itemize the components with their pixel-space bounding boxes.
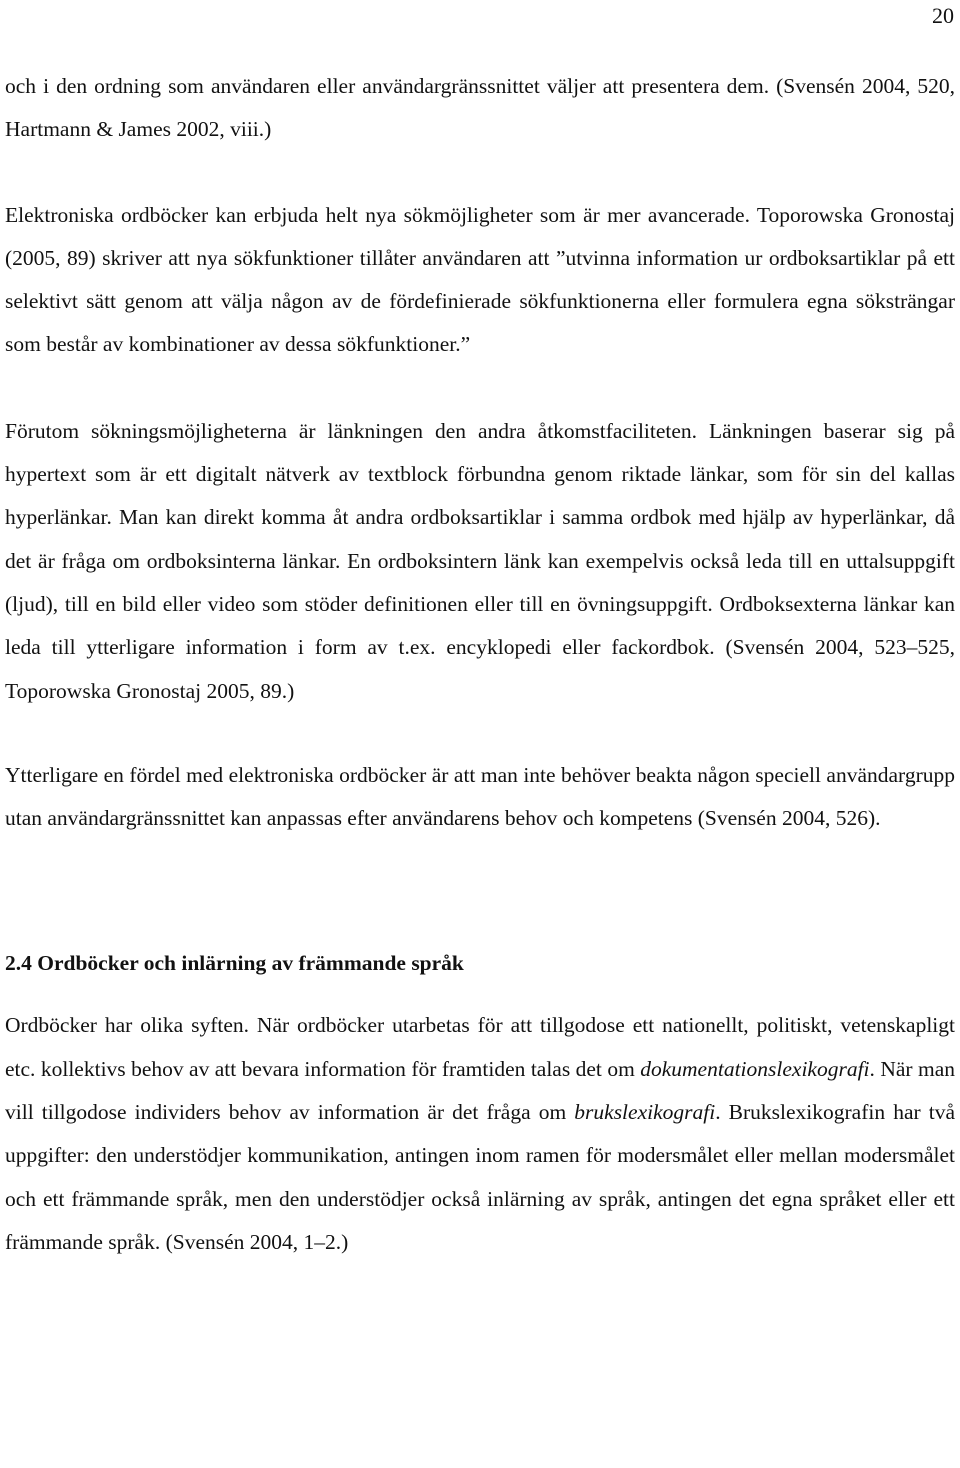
term-brukslexikografi: brukslexikografi [574,1100,716,1125]
paragraph-2: Elektroniska ordböcker kan erbjuda helt nya sökmöjligheter som är mer avancerade. Toporowska Gronostaj (2005, 89) skriver att nya sökfunktioner tillåter användaren att ”utvinna information ur ordboksartiklar på ett selektivt sätt genom att välja någon av de fördefinierade sökfunktionerna eller formulera egna söksträngar som består av kombinationer av dessa sökfunktioner.” [5,202,955,357]
page-number: 20 [932,3,954,28]
term-dokumentationslexikografi: dokumentationslexikografi [640,1056,870,1081]
paragraph-1: och i den ordning som användaren eller användargränssnittet väljer att presentera dem. (Svensén 2004, 520, Hartmann & James 2002, viii.) [5,74,955,142]
paragraph-5-part-1: Ordböcker har olika syften. När ordböcker utarbetas för att tillgodose ett nationellt, politiskt, vetenskapligt etc. kollektivs behov av att bevara information för framtiden talas det om [5,1013,955,1081]
paragraph-5 [5,1004,955,1264]
paragraph-5-part-2: . När man vill tillgodose individers behov av information är det fråga om [5,1056,955,1125]
section-heading: 2.4 Ordböcker och inlärning av främmande språk [5,951,464,976]
paragraph-3: Förutom sökningsmöjligheterna är länkningen den andra åtkomstfaciliteten. Länkningen baserar sig på hypertext som är ett digitalt nätverk av textblock förbundna genom riktade länkar, som för sin del kallas hyperlänkar. Man kan direkt komma åt andra ordboksartiklar i samma ordbok med hjälp av hyperlänkar, då det är fråga om ordboksinterna länkar. En ordboksintern länk kan exempelvis också leda till en uttalsuppgift (ljud), till en bild eller video som stöder definitionen eller till en övningsuppgift. Ordboksexterna länkar kan leda till ytterligare information i form av t.ex. encyklopedi eller fackordbok. (Svensén 2004, 523–525, Toporowska Gronostaj 2005, 89.) [5,418,955,703]
paragraph-4: Ytterligare en fördel med elektroniska ordböcker är att man inte behöver beakta någon speciell användargrupp utan användargränssnittet kan anpassas efter användarens behov och kompetens (Svensén 2004, 526). [5,762,955,831]
paragraph-5-part-3: . Brukslexikografin har två uppgifter: den understödjer kommunikation, antingen inom ramen för modersmålet eller mellan modersmålet och ett främmande språk, men den understödjer också inlärning av språk, antingen det egna språket eller ett främmande språk. (Svensén 2004, 1–2.) [5,1100,955,1254]
document-body [5,65,955,1264]
